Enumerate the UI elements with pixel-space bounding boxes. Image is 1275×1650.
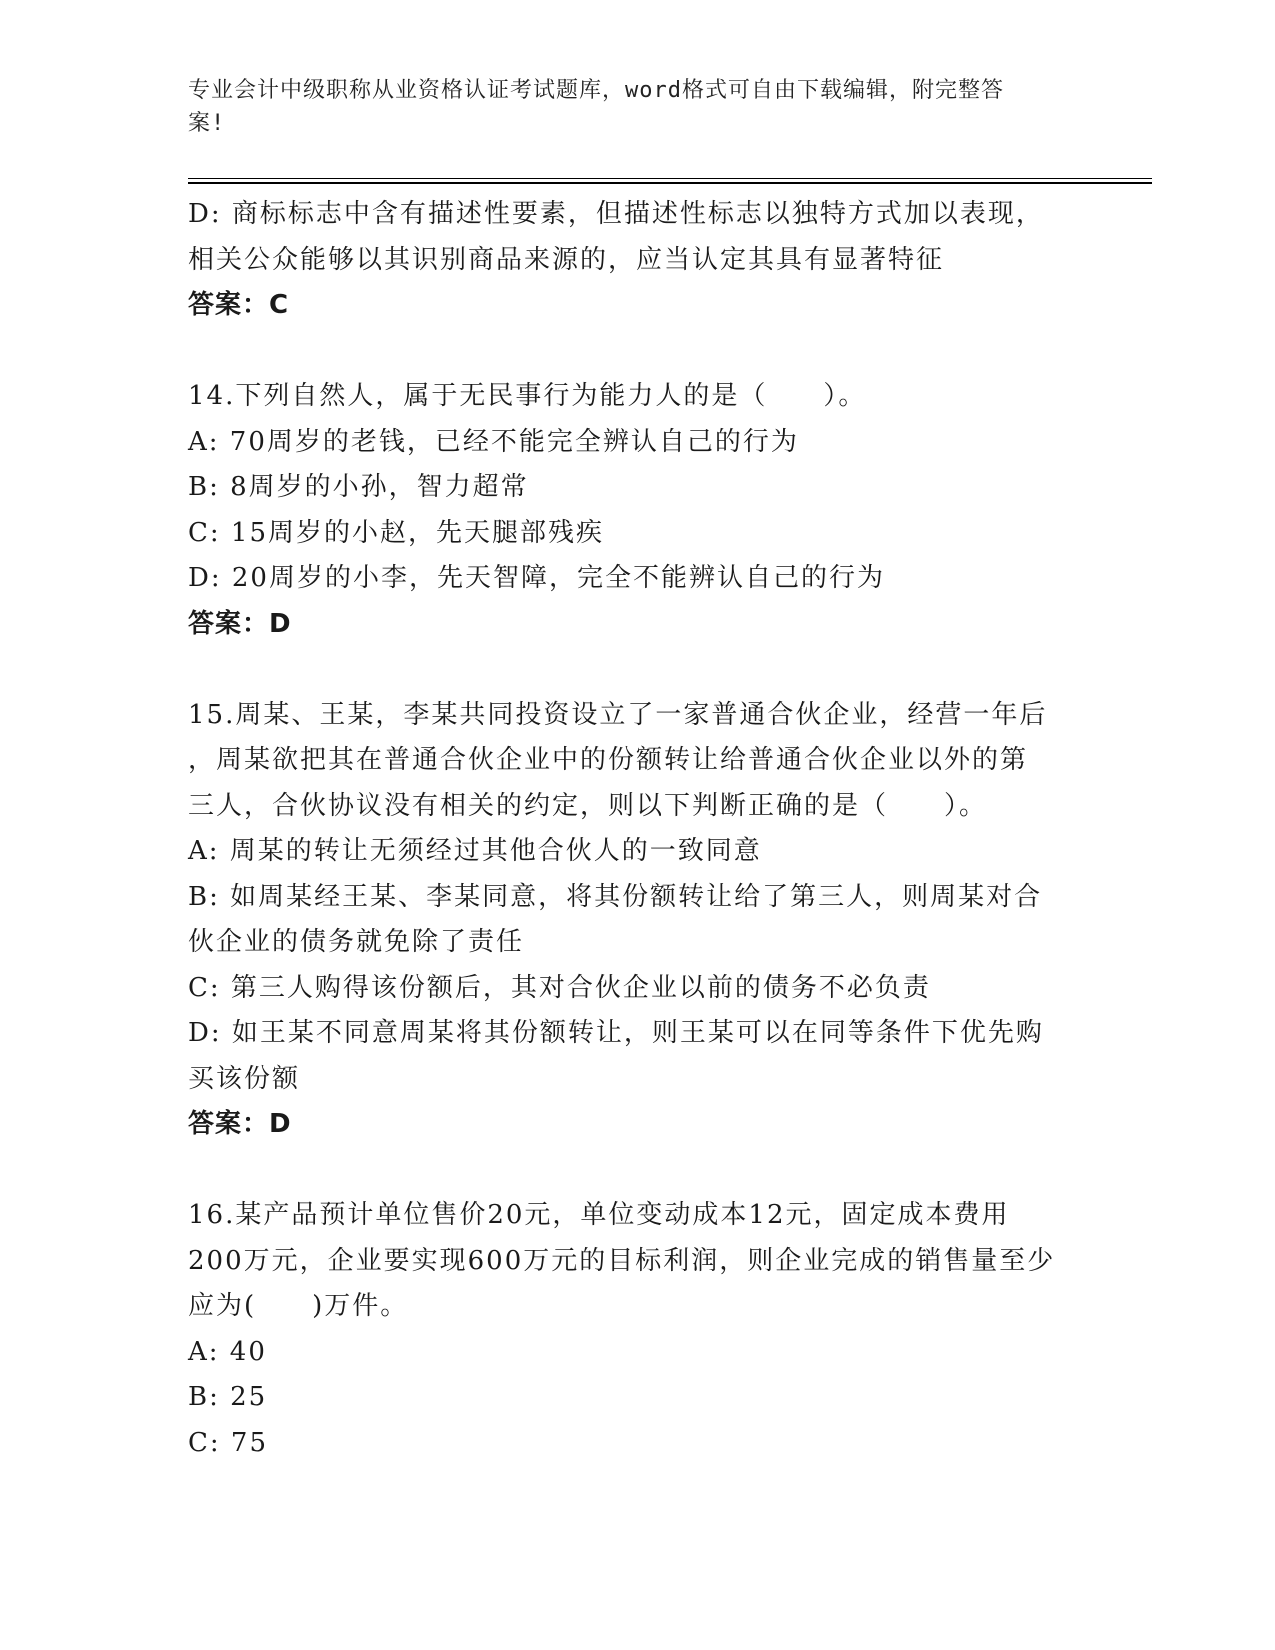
q16-option-b: B: 25: [188, 1382, 268, 1412]
q15-option-c: C: 第三人购得该份额后，其对合伙企业以前的债务不必负责: [188, 972, 931, 1003]
q14-option-d: D: 20周岁的小李，先天智障，完全不能辨认自己的行为: [188, 563, 885, 593]
q13-answer: 答案：C: [188, 290, 290, 320]
q15-question-line-2: ，周某欲把其在普通合伙企业中的份额转让给普通合伙企业以外的第: [188, 745, 1029, 775]
page-header: [188, 74, 1068, 140]
q15-question-line-3: 三人，合伙协议没有相关的约定，则以下判断正确的是（ ）。: [188, 790, 988, 821]
question-content: [188, 192, 1088, 1466]
q14-option-a: A: 70周岁的老钱，已经不能完全辨认自己的行为: [188, 426, 799, 457]
question-13-tail: [188, 192, 1088, 329]
spacer: [188, 329, 1088, 375]
question-16: [188, 1193, 1088, 1466]
header-divider-thick: [188, 182, 1152, 184]
q13-option-d-line-2: 相关公众能够以其识别商品来源的，应当认定其具有显著特征: [188, 244, 945, 275]
q16-question-line-1: 16.某产品预计单位售价20元，单位变动成本12元，固定成本费用: [188, 1200, 1010, 1230]
q15-option-b-line-2: 伙企业的债务就免除了责任: [188, 927, 525, 957]
q14-question: 14.下列自然人，属于无民事行为能力人的是（ ）。: [188, 381, 867, 411]
q16-question-line-3: 应为( )万件。: [188, 1291, 409, 1321]
q13-option-d-line-1: D: 商标标志中含有描述性要素，但描述性标志以独特方式加以表现，: [188, 199, 1044, 229]
header-line-1: 专业会计中级职称从业资格认证考试题库，word格式可自由下载编辑，附完整答: [188, 78, 1004, 103]
q16-question-line-2: 200万元，企业要实现600万元的目标利润，则企业完成的销售量至少: [188, 1245, 1056, 1276]
q15-answer: 答案：D: [188, 1109, 292, 1139]
header-divider-thin: [188, 178, 1152, 179]
q14-answer: 答案：D: [188, 608, 292, 639]
q16-option-c: C: 75: [188, 1427, 269, 1458]
q15-question-line-1: 15.周某、王某，李某共同投资设立了一家普通合伙企业，经营一年后: [188, 699, 1048, 730]
header-line-2: 案!: [188, 111, 226, 136]
q14-option-c: C: 15周岁的小赵，先天腿部残疾: [188, 517, 605, 548]
q15-option-d-line-1: D: 如王某不同意周某将其份额转让，则王某可以在同等条件下优先购: [188, 1018, 1044, 1048]
question-15: [188, 693, 1088, 1148]
spacer: [188, 1148, 1088, 1194]
q14-option-b: B: 8周岁的小孙，智力超常: [188, 472, 529, 502]
question-14: [188, 374, 1088, 647]
q16-option-a: A: 40: [188, 1336, 267, 1367]
spacer: [188, 647, 1088, 693]
q15-option-a: A: 周某的转让无须经过其他合伙人的一致同意: [188, 836, 762, 866]
q15-option-b-line-1: B: 如周某经王某、李某同意，将其份额转让给了第三人，则周某对合: [188, 881, 1043, 912]
q15-option-d-line-2: 买该份额: [188, 1063, 301, 1094]
